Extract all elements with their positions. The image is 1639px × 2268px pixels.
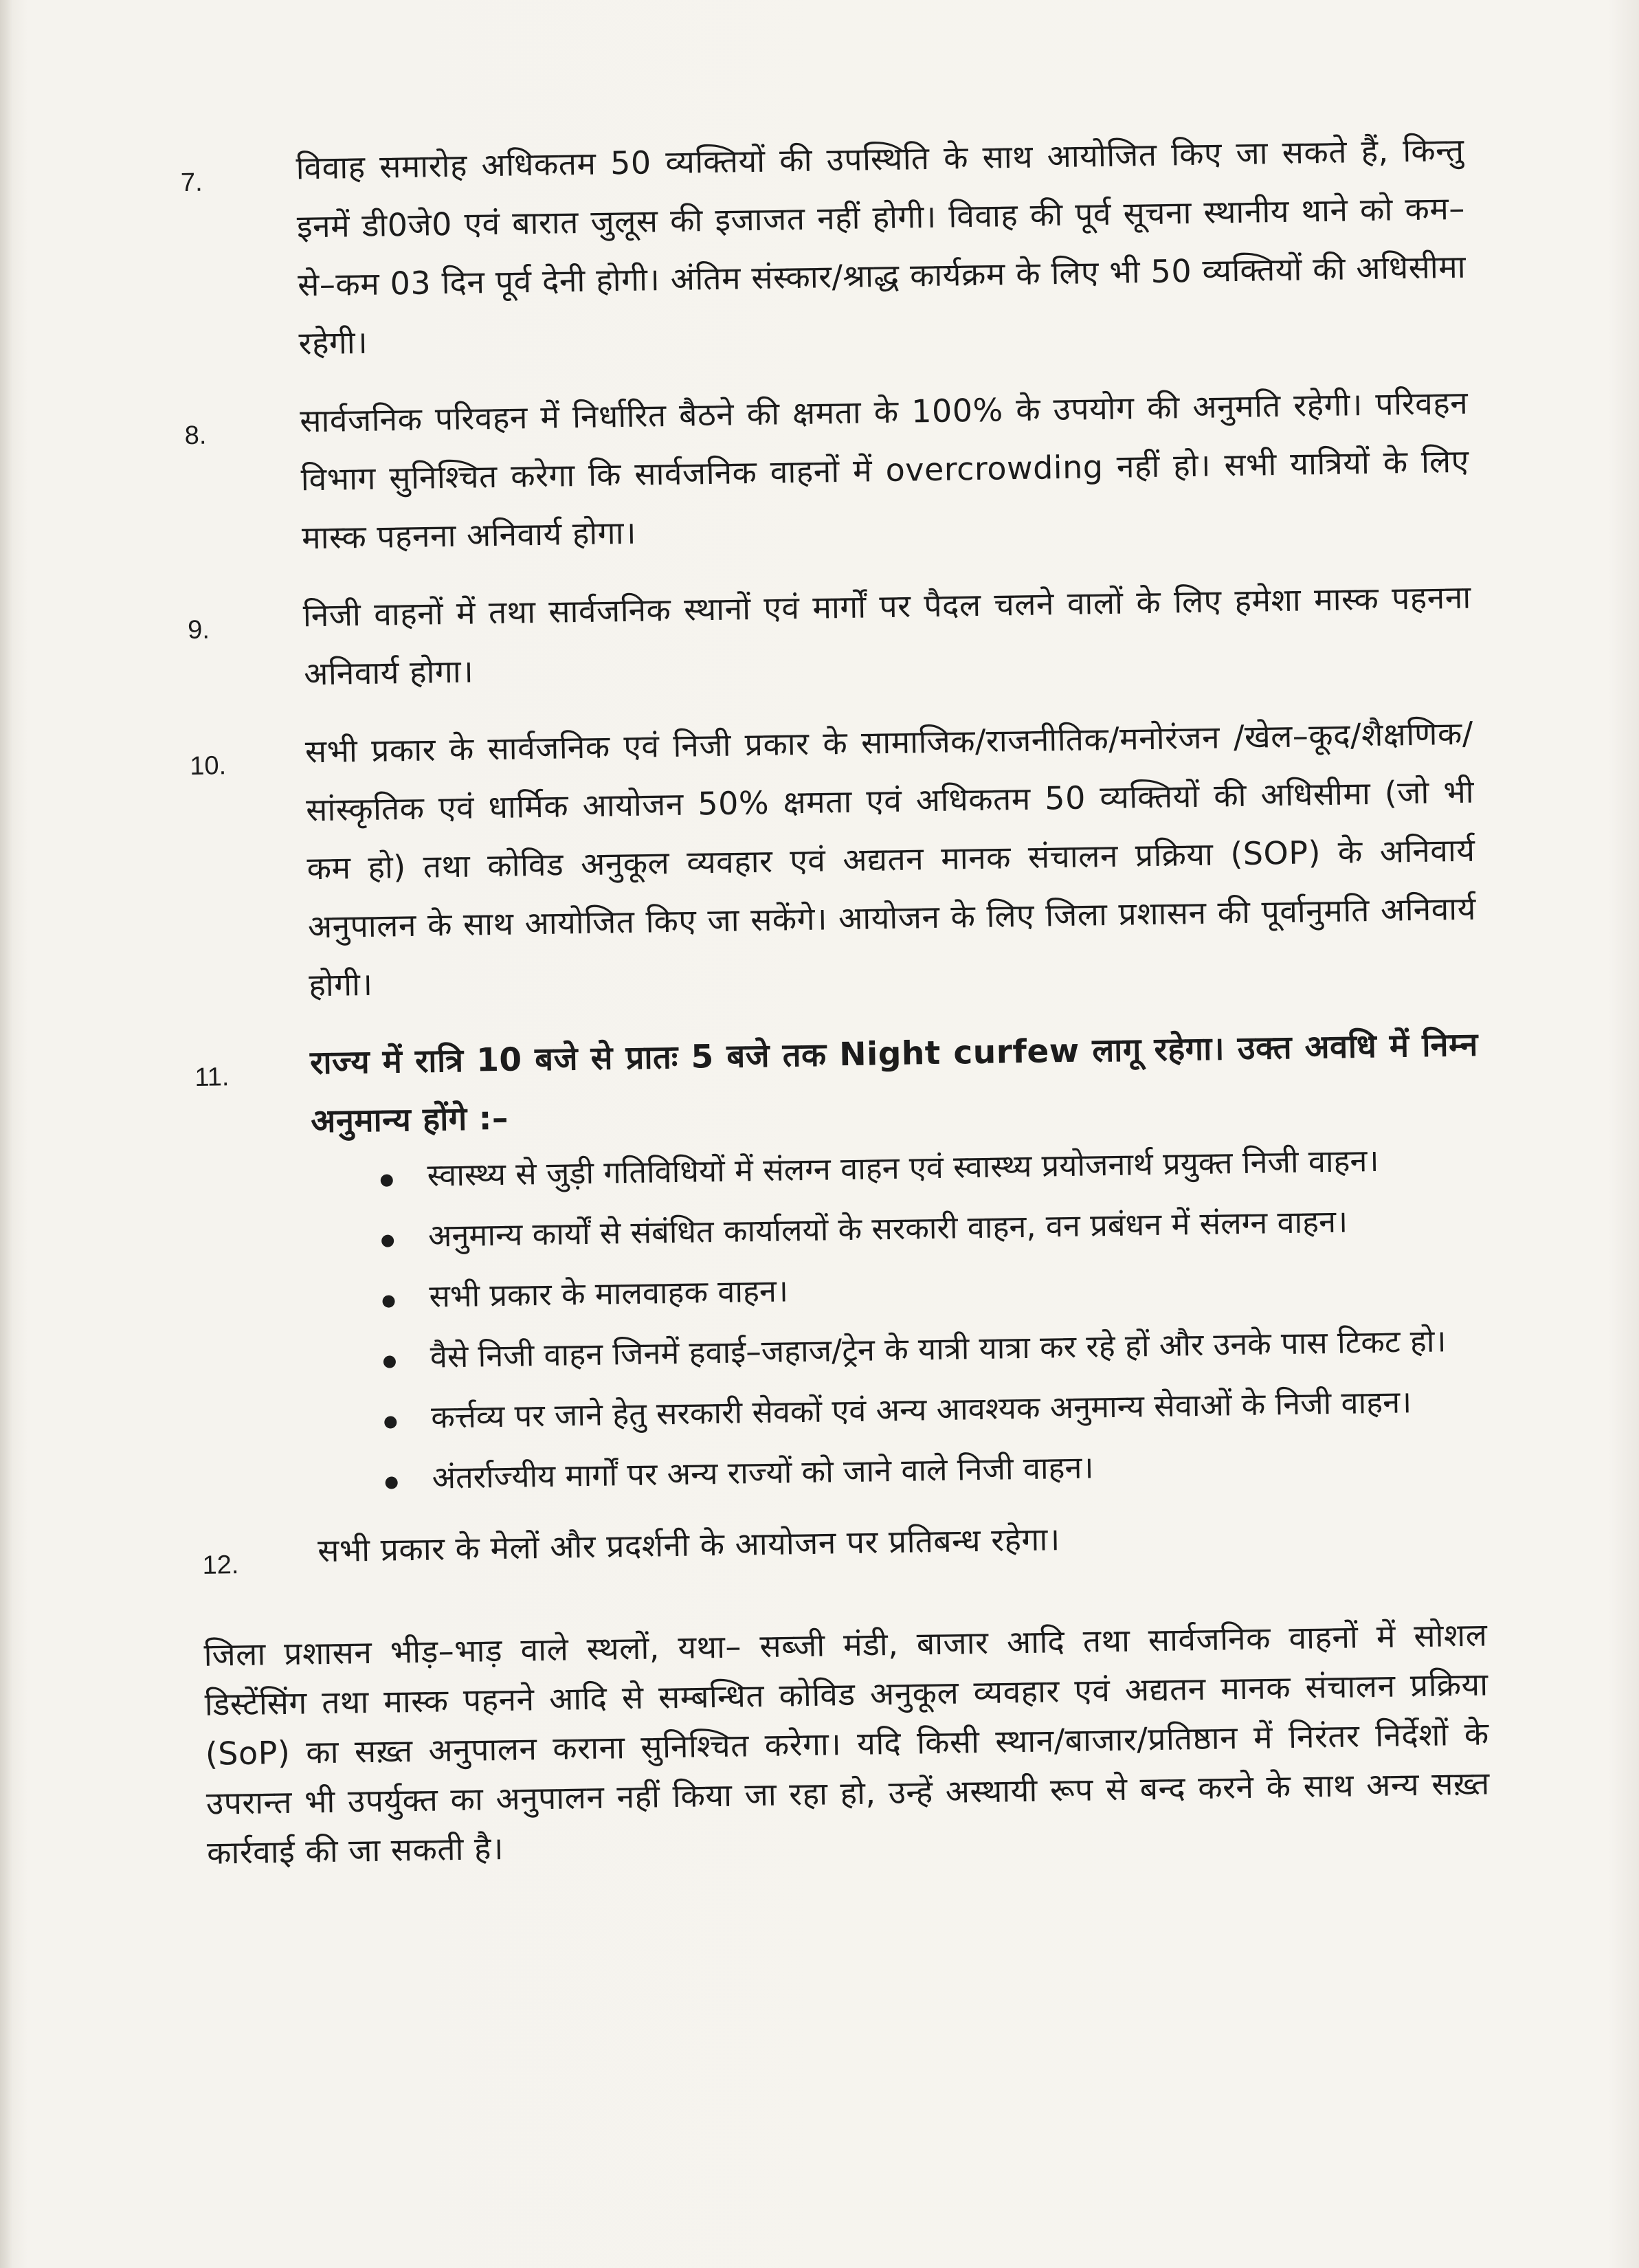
- clause-number: 12.: [202, 1550, 239, 1580]
- list-item: [371, 1439, 1485, 1502]
- list-item-text: सभी प्रकार के मालवाहक वाहन।: [429, 1272, 789, 1315]
- clause-12: [202, 1504, 1486, 1582]
- clause-text: विवाह समारोह अधिकतम 50 व्यक्तियों की उपस्थिति के साथ आयोजित किए जा सकते हैं, किन्तु इनमें डी0जे0 एवं बारात जुलूस की इजाजत नहीं होगी। विवाह की पूर्व सूचना स्थानीय थाने को कम–से–कम 03 दिन पूर्व देनी होगी। अंतिम संस्कार/श्राद्ध कार्यक्रम के लिए भी 50 व्यक्तियों की अधिसीमा रहेगी।: [296, 131, 1467, 362]
- clause-11: [194, 1016, 1484, 1504]
- bullet-icon: [384, 1416, 397, 1428]
- bullet-icon: [381, 1234, 394, 1247]
- clause-number: 7.: [180, 168, 203, 198]
- clause-9: [187, 568, 1472, 705]
- clause-8: [184, 374, 1471, 569]
- bullet-icon: [383, 1355, 396, 1368]
- clause-number: 10.: [189, 751, 227, 781]
- clause-number: 9.: [187, 615, 210, 645]
- list-item-text: अंतर्राज्यीय मार्गों पर अन्य राज्यों को जाने वाले निजी वाहन।: [432, 1449, 1094, 1496]
- clause-number: 8.: [184, 421, 207, 451]
- bullet-icon: [382, 1295, 394, 1307]
- clause-10: [189, 704, 1477, 1016]
- list-item: [370, 1379, 1484, 1441]
- clause-text: सार्वजनिक परिवहन में निर्धारित बैठने की क्षमता के 100% के उपयोग की अनुमति रहेगी। परिवहन विभाग सुनिश्चित करेगा कि सार्वजनिक वाहनों में overcrowding नहीं हो। सभी यात्रियों के लिए मास्क पहनना अनिवार्य होगा।: [299, 383, 1469, 557]
- list-item: [369, 1318, 1483, 1381]
- document-body: [180, 121, 1491, 1909]
- bullet-icon: [386, 1476, 398, 1489]
- clause-text: निजी वाहनों में तथा सार्वजनिक स्थानों एवं मार्गों पर पैदल चलने वालों के लिए हमेशा मास्क पहनना अनिवार्य होगा।: [302, 578, 1472, 693]
- clause-text: सभी प्रकार के सार्वजनिक एवं निजी प्रकार के सामाजिक/राजनीतिक/मनोरंजन /खेल–कूद/शैक्षणिक/सांस्कृतिक एवं धार्मिक आयोजन 50% क्षमता एवं अधिकतम 50 व्यक्तियों की अधिसीमा (जो भी कम हो) तथा कोविड अनुकूल व्यवहार एवं अद्यतन मानक संचालन प्रक्रिया (SOP) के अनिवार्य अनुपालन के साथ आयोजित किए जा सकेंगे। आयोजन के लिए जिला प्रशासन की पूर्वानुमति अनिवार्य होगी।: [304, 714, 1477, 1004]
- clause-text: राज्य में रात्रि 10 बजे से प्रातः 5 बजे तक Night curfew लागू रहेगा। उक्त अवधि में निम्न अनुमान्य होंगे :–: [309, 1025, 1479, 1141]
- list-item-text: स्वास्थ्य से जुड़ी गतिविधियों में संलग्न वाहन एवं स्वास्थ्य प्रयोजनार्थ प्रयुक्त निजी वाहन।: [427, 1142, 1379, 1194]
- clause-7: [180, 121, 1467, 375]
- list-item-text: वैसे निजी वाहन जिनमें हवाई–जहाज/ट्रेन के यात्री यात्रा कर रहे हों और उनके पास टिकट हो।: [430, 1322, 1447, 1375]
- clause-text: सभी प्रकार के मेलों और प्रदर्शनी के आयोजन पर प्रतिबन्ध रहेगा।: [317, 1520, 1061, 1570]
- list-item-text: अनुमान्य कार्यों से संबंधित कार्यालयों के सरकारी वाहन, वन प्रबंधन में संलग्न वाहन।: [427, 1203, 1348, 1254]
- closing-paragraph: जिला प्रशासन भीड़–भाड़ वाले स्थलों, यथा– सब्जी मंडी, बाजार आदि तथा सार्वजनिक वाहनों में सोशल डिस्टेंसिंग तथा मास्क पहनने आदि से सम्बन्धित कोविड अनुकूल व्यवहार एवं अद्यतन मानक संचालन प्रक्रिया (SoP) का सख़्त अनुपालन कराना सुनिश्चित करेगा। यदि किसी स्थान/बाजार/प्रतिष्ठान में निरंतर निर्देशों के उपरान्त भी उपर्युक्त का अनुपालन नहीं किया जा रहा हो, उन्हें अस्थायी रूप से बन्द करने के साथ अन्य सख़्त कार्रवाई की जा सकती है।: [203, 1616, 1491, 1871]
- clause-number: 11.: [194, 1063, 230, 1092]
- list-item: [368, 1197, 1482, 1260]
- scan-edge-shadow: [0, 0, 12, 2268]
- night-curfew-exemptions-list: [311, 1137, 1485, 1503]
- bullet-icon: [381, 1174, 393, 1186]
- list-item-text: कर्त्तव्य पर जाने हेतु सरकारी सेवकों एवं अन्य आवश्यक अनुमान्य सेवाओं के निजी वाहन।: [430, 1383, 1412, 1436]
- list-item: [368, 1258, 1482, 1320]
